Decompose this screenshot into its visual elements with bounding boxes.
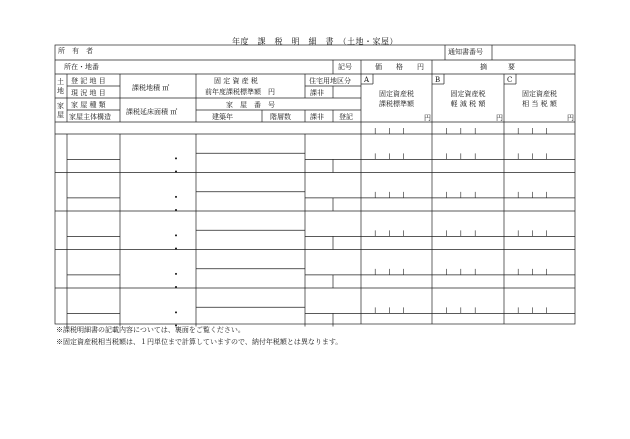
location-label: 所在・地番	[64, 63, 99, 71]
floors-label: 階層数	[270, 113, 291, 121]
col-c-line2: 相 当 税 額	[522, 100, 557, 108]
floor-area-label: 課税延床面積 ㎡	[126, 108, 178, 116]
symbol-label: 記号	[338, 63, 352, 71]
col-a-letter: A	[364, 76, 370, 84]
col-a-yen: 円	[424, 114, 431, 122]
land-side-label: 土地	[57, 78, 64, 95]
col-a-line2: 課税標準額	[379, 100, 414, 108]
document-title: 年度 課 税 明 細 書 （土地・家屋）	[232, 37, 398, 46]
notice-number-label: 通知書番号	[448, 48, 483, 56]
land-taxable-label: 課非	[310, 89, 324, 97]
col-b-line1: 固定資産税	[450, 90, 486, 98]
col-c-yen: 円	[567, 114, 574, 122]
col-a-line1: 固定資産税	[379, 90, 414, 98]
note-1: ※課税明細書の記載内容については、裏面をご覧ください。	[56, 326, 245, 334]
house-kind-label: 家 屋 種 類	[71, 101, 106, 109]
price-label: 価 格 円	[375, 63, 424, 71]
house-side-label: 家屋	[57, 102, 64, 119]
fixed-tax-label: 固 定 資 産 税	[214, 77, 258, 85]
col-b-line2: 軽 減 税 額	[450, 100, 486, 108]
build-year-label: 建築年	[212, 113, 233, 121]
registered-label: 登記	[339, 113, 353, 121]
house-structure-label: 家屋主体構造	[69, 113, 111, 121]
house-taxable-label: 課非	[310, 113, 324, 121]
remarks-label: 摘 要	[480, 63, 515, 71]
col-b-yen: 円	[496, 114, 503, 122]
note-2: ※固定資産税相当税額は、１円単位まで計算していますので、納付年税額とは異なります。	[56, 338, 343, 346]
col-b-letter: B	[435, 76, 441, 84]
registered-category-label: 登 記 地 目	[71, 77, 106, 85]
col-c-line1: 固定資産税	[522, 90, 557, 98]
house-number-label: 家 屋 番 号	[226, 101, 275, 109]
prev-tax-base-label: 前年度課税標準額 円	[205, 88, 275, 96]
current-category-label: 現 況 地 目	[71, 89, 106, 97]
col-c-letter: C	[507, 76, 513, 84]
taxable-area-label: 課税地積 ㎡	[132, 84, 170, 92]
residential-category-label: 住宅用地区分	[309, 77, 351, 85]
owner-label: 所 有 者	[58, 47, 93, 55]
